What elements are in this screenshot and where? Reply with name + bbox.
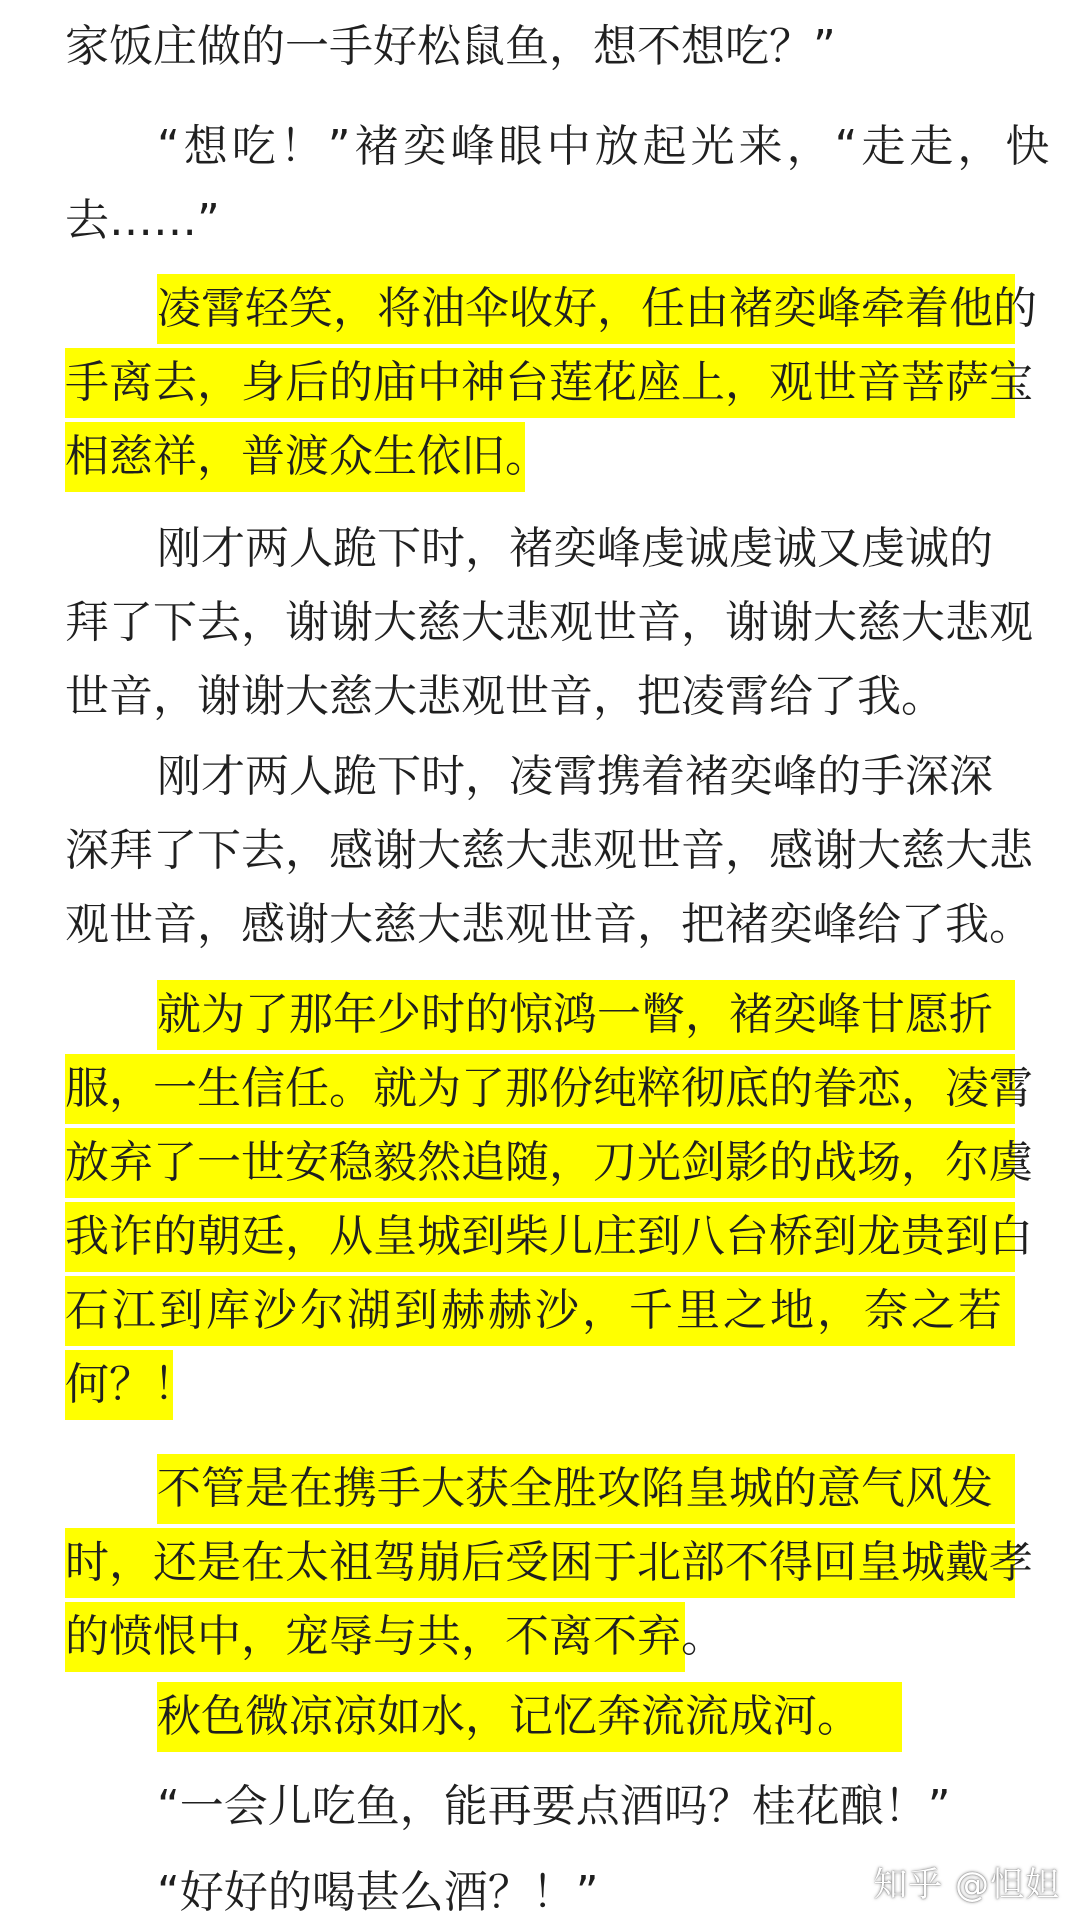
text-line: “一会儿吃鱼，能再要点酒吗？桂花酿！”: [157, 1781, 951, 1832]
text-line: “想吃！”褚奕峰眼中放起光来，“走走，快: [157, 121, 1054, 172]
highlighted-line: 服，一生信任。就为了那份纯粹彻底的眷恋，凌霄: [65, 1052, 1015, 1126]
highlighted-line: 手离去，身后的庙中神台莲花座上，观世音菩萨宝: [65, 346, 1015, 420]
text-line: 拜了下去，谢谢大慈大悲观世音，谢谢大慈大悲观: [65, 597, 1033, 648]
paragraph-3: [65, 512, 1033, 734]
highlighted-line: 相慈祥，普渡众生依旧。: [65, 420, 1015, 494]
text-line: 家饭庄做的一手好松鼠鱼，想不想吃？”: [65, 21, 836, 72]
paragraph-0: [65, 10, 1015, 84]
paragraph-7-highlighted: [65, 1680, 1015, 1754]
highlighted-line: 不管是在携手大获全胜攻陷皇城的意气风发: [65, 1452, 1015, 1526]
text-line: 世音，谢谢大慈大悲观世音，把凌霄给了我。: [65, 671, 945, 722]
highlighted-line: 放弃了一世安稳毅然追随，刀光剑影的战场，尔虞: [65, 1126, 1015, 1200]
paragraph-2-highlighted: [65, 272, 1037, 494]
text-line: 刚才两人跪下时，凌霄携着褚奕峰的手深深: [157, 751, 993, 802]
paragraph-5-highlighted: [65, 978, 1033, 1422]
highlighted-line: 秋色微凉凉如水，记忆奔流流成河。: [65, 1680, 1015, 1754]
highlighted-line: 石江到库沙尔湖到赫赫沙，千里之地，奈之若: [65, 1274, 1015, 1348]
text-line: 去……”: [65, 195, 220, 246]
paragraph-1: [65, 110, 1054, 258]
zhihu-watermark: 知乎 @怛妲: [873, 1865, 1060, 1905]
text-line: 深拜了下去，感谢大慈大悲观世音，感谢大慈大悲: [65, 825, 1033, 876]
text-line: 观世音，感谢大慈大悲观世音，把褚奕峰给了我。: [65, 899, 1033, 950]
highlighted-line: 时，还是在太祖驾崩后受困于北部不得回皇城戴孝: [65, 1526, 1015, 1600]
text-line: 刚才两人跪下时，褚奕峰虔诚虔诚又虔诚的: [157, 523, 993, 574]
paragraph-8: [65, 1770, 1015, 1844]
highlighted-line: 何？！: [65, 1348, 1015, 1422]
paragraph-4: [65, 740, 1033, 962]
highlighted-line: 凌霄轻笑，将油伞收好，任由褚奕峰牵着他的: [65, 272, 1015, 346]
highlighted-line: 我诈的朝廷，从皇城到柴儿庄到八台桥到龙贵到白: [65, 1200, 1015, 1274]
paragraph-6-highlighted: [65, 1452, 1033, 1674]
highlighted-line: 就为了那年少时的惊鸿一瞥，褚奕峰甘愿折: [65, 978, 1015, 1052]
text-line: “好好的喝甚么酒？！”: [157, 1867, 599, 1918]
highlighted-line: 的愤恨中，宠辱与共，不离不弃。: [65, 1600, 1015, 1674]
